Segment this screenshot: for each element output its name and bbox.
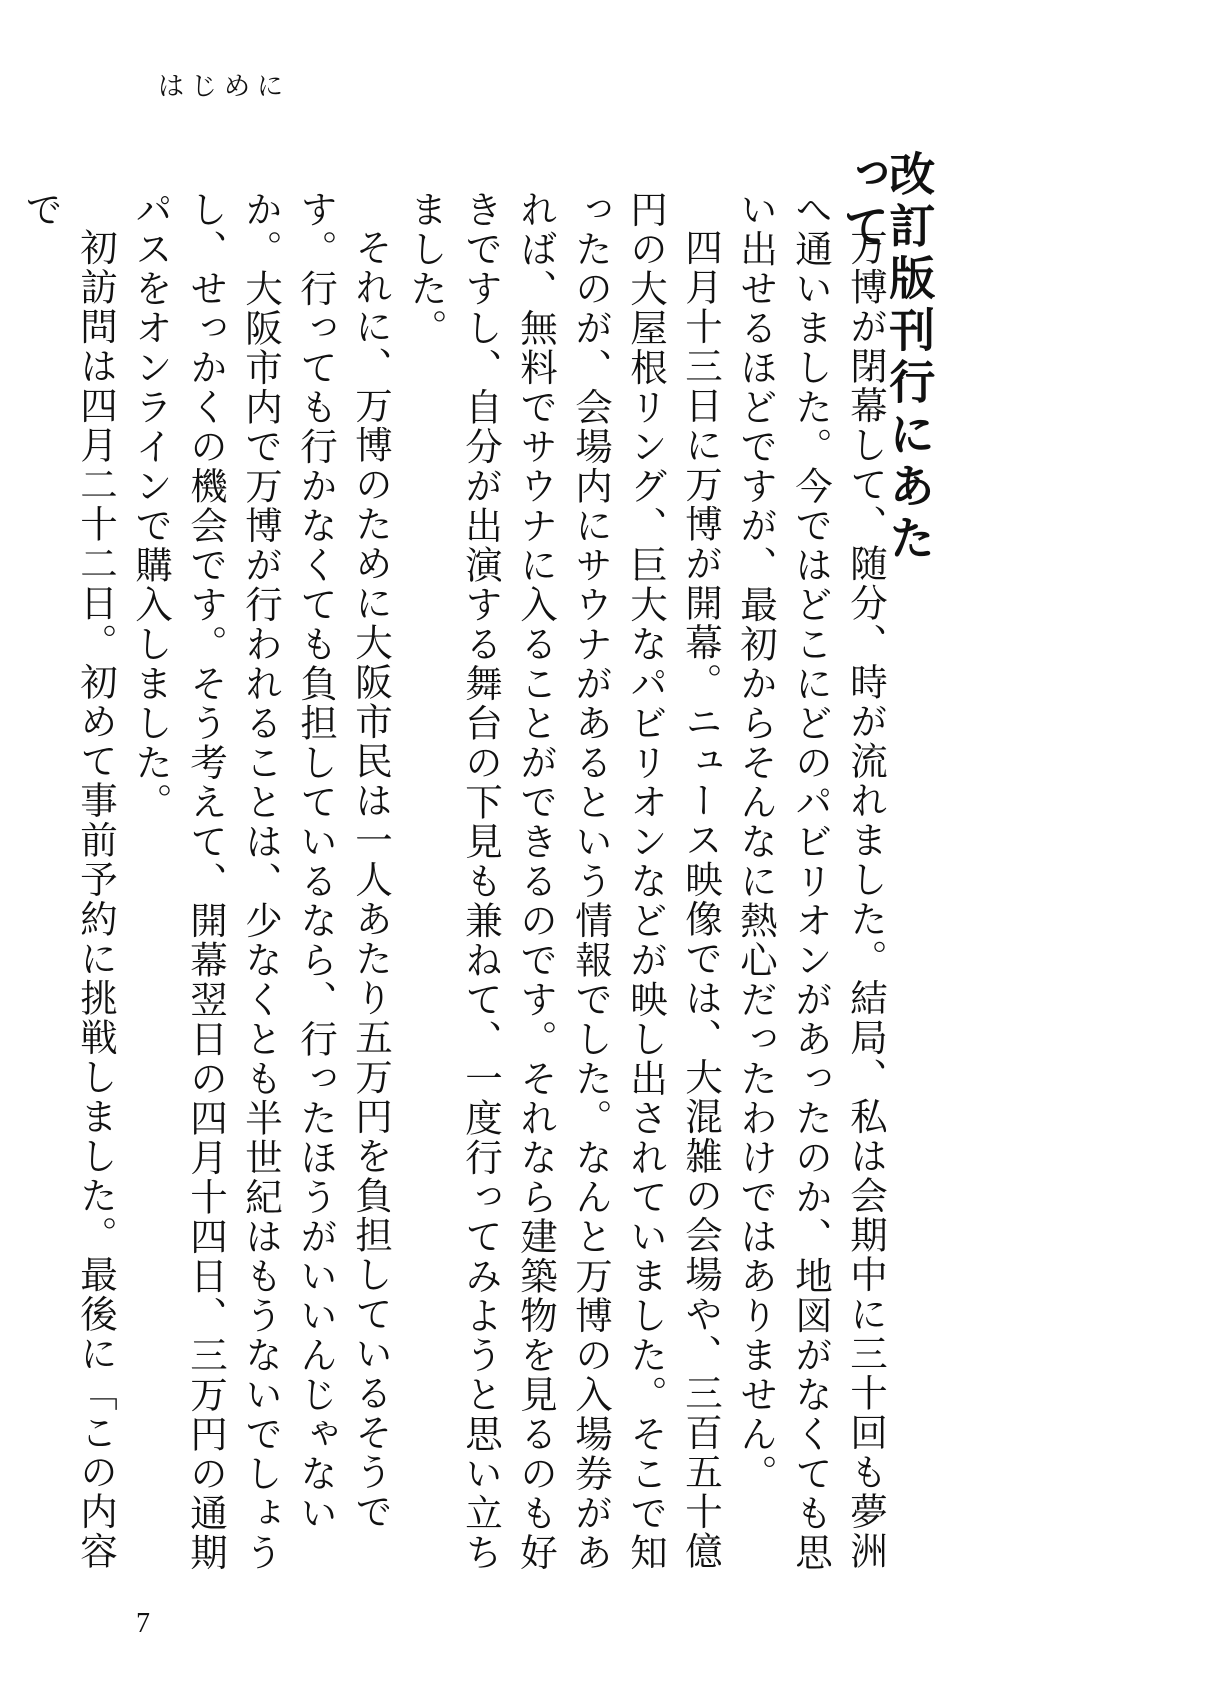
- body-text: [19, 190, 893, 1590]
- paragraph: 初訪問は四月二十二日。初めて事前予約に挑戦しました。最後に「この内容で: [19, 190, 118, 1571]
- chapter-title: 改訂版刊行にあたって: [836, 150, 937, 566]
- paragraph: 四月十三日に万博が開幕。ニュース映像では、大混雑の会場や、三百五十億円の大屋根リング、巨大なパビリオンなどが映し出されていました。そこで知ったのが、会場内にサウナがあるという情報でした。なんと万博の入場券があれば、無料でサウナに入ることができるのです。それなら建築物を見るのも好きですし、自分が出演する舞台の下見も兼ねて、一度行ってみようと思い立ちました。: [404, 190, 723, 1573]
- paragraph: 万博が閉幕して、随分、時が流れました。結局、私は会期中に三十回も夢洲へ通いました。今ではどこにどのパビリオンがあったのか、地図がなくても思い出せるほどですが、最初からそんなに熱心だったわけではありません。: [734, 190, 888, 1573]
- page-number: 7: [136, 1608, 150, 1639]
- paragraph: それに、万博のために大阪市民は一人あたり五万円を負担しているそうです。行っても行かなくても負担しているなら、行ったほうがいいんじゃないか。大阪市内で万博が行われることは、少なくとも半世紀はもうないでしょうし、せっかくの機会です。そう考えて、開幕翌日の四月十四日、三万円の通期パスをオンラインで購入しました。: [129, 190, 393, 1573]
- running-head: はじめに: [158, 72, 291, 102]
